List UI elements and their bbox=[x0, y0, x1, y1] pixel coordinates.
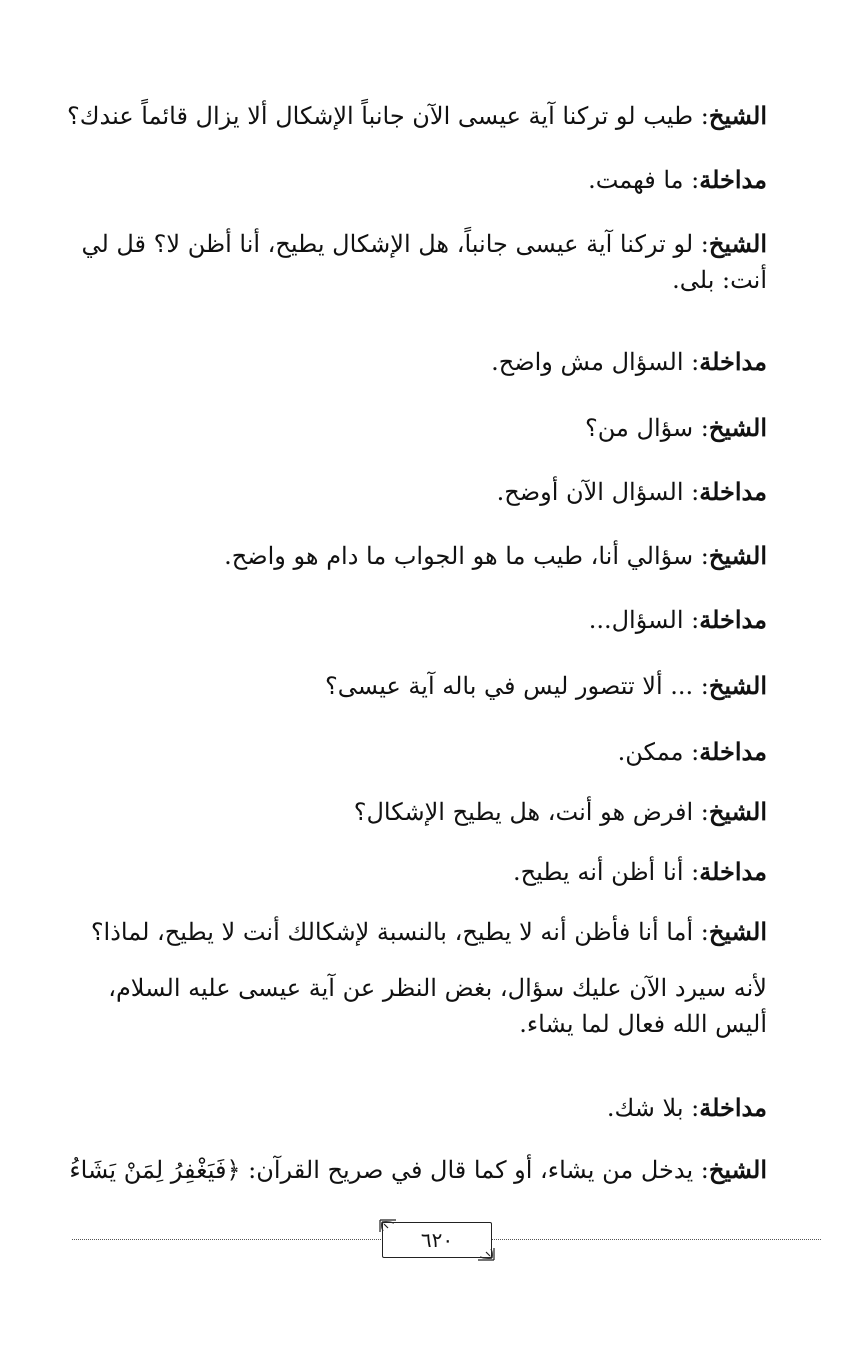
page-number: ٦٢٠ bbox=[420, 1228, 454, 1252]
paragraph: مداخلة: السؤال الآن أوضح. bbox=[496, 477, 767, 506]
speaker-label: الشيخ bbox=[708, 541, 767, 570]
speaker-label: مداخلة bbox=[699, 1093, 767, 1122]
paragraph: الشيخ: افرض هو أنت، هل يطيح الإشكال؟ bbox=[353, 797, 767, 826]
corner-ornament-icon bbox=[477, 1247, 495, 1261]
paragraph-text: افرض هو أنت، هل يطيح الإشكال؟ bbox=[353, 798, 694, 826]
paragraph-text: ممكن. bbox=[617, 738, 684, 766]
speaker-label: مداخلة bbox=[699, 605, 767, 634]
paragraph: مداخلة: ما فهمت. bbox=[588, 165, 767, 194]
paragraph-text: السؤال... bbox=[588, 606, 684, 634]
speaker-label: مداخلة bbox=[699, 165, 767, 194]
speaker-label: الشيخ bbox=[708, 101, 767, 130]
speaker-label: الشيخ bbox=[708, 1155, 767, 1184]
paragraph: الشيخ: سؤال من؟ bbox=[585, 413, 767, 442]
speaker-label: الشيخ bbox=[708, 917, 767, 946]
speaker-label: الشيخ bbox=[708, 671, 767, 700]
paragraph-text: لو تركنا آية عيسى جانباً، هل الإشكال يطيح، أنا أظن لا؟ قل لي أنت: بلى. bbox=[81, 230, 767, 294]
paragraph: الشيخ: لو تركنا آية عيسى جانباً، هل الإشكال يطيح، أنا أظن لا؟ قل لي أنت: بلى. bbox=[81, 229, 767, 294]
speaker-label: مداخلة bbox=[699, 477, 767, 506]
paragraph bbox=[62, 970, 767, 1042]
paragraph: مداخلة: السؤال... bbox=[588, 605, 767, 634]
paragraph-text: أنا أظن أنه يطيح. bbox=[512, 858, 684, 886]
paragraph: الشيخ: طيب لو تركنا آية عيسى الآن جانباً الإشكال ألا يزال قائماً عندك؟ bbox=[66, 101, 767, 130]
paragraph: الشيخ: سؤالي أنا، طيب ما هو الجواب ما دام هو واضح. bbox=[224, 541, 767, 570]
speaker-label: مداخلة bbox=[699, 347, 767, 376]
paragraph-text: يدخل من يشاء، أو كما قال في صريح القرآن: ﴿فَيَغْفِرُ لِمَنْ يَشَاءُ bbox=[69, 1156, 694, 1184]
page-footer bbox=[72, 1222, 821, 1262]
paragraph-text: سؤالي أنا، طيب ما هو الجواب ما دام هو واضح. bbox=[224, 542, 694, 570]
speaker-label: مداخلة bbox=[699, 857, 767, 886]
paragraph: مداخلة: ممكن. bbox=[617, 737, 767, 766]
page-number-box bbox=[382, 1222, 492, 1258]
paragraph-text: طيب لو تركنا آية عيسى الآن جانباً الإشكال ألا يزال قائماً عندك؟ bbox=[66, 102, 694, 130]
paragraph: مداخلة: أنا أظن أنه يطيح. bbox=[512, 857, 767, 886]
paragraph: مداخلة: بلا شك. bbox=[606, 1093, 767, 1122]
paragraph: مداخلة: السؤال مش واضح. bbox=[491, 347, 767, 376]
paragraph: الشيخ: أما أنا فأظن أنه لا يطيح، بالنسبة لإشكالك أنت لا يطيح، لماذا؟ bbox=[90, 917, 767, 946]
speaker-label: الشيخ bbox=[708, 229, 767, 258]
speaker-label: الشيخ bbox=[708, 797, 767, 826]
paragraph-text: بلا شك. bbox=[606, 1094, 684, 1122]
paragraph-text: السؤال مش واضح. bbox=[491, 348, 684, 376]
speaker-label: مداخلة bbox=[699, 737, 767, 766]
paragraph-text: أما أنا فأظن أنه لا يطيح، بالنسبة لإشكالك أنت لا يطيح، لماذا؟ bbox=[90, 918, 694, 946]
paragraph: الشيخ: يدخل من يشاء، أو كما قال في صريح القرآن: ﴿فَيَغْفِرُ لِمَنْ يَشَاءُ bbox=[69, 1155, 767, 1184]
paragraph-text: السؤال الآن أوضح. bbox=[496, 478, 684, 506]
corner-ornament-icon bbox=[379, 1219, 397, 1233]
paragraph-text: ما فهمت. bbox=[588, 166, 684, 194]
paragraph: الشيخ: ... ألا تتصور ليس في باله آية عيسى؟ bbox=[325, 671, 767, 700]
paragraph-text: سؤال من؟ bbox=[585, 414, 694, 442]
paragraph-text: ... ألا تتصور ليس في باله آية عيسى؟ bbox=[325, 672, 694, 700]
speaker-label: الشيخ bbox=[708, 413, 767, 442]
paragraph-text: لأنه سيرد الآن عليك سؤال، بغض النظر عن آية عيسى عليه السلام، أليس الله فعال لما يشاء. bbox=[108, 974, 767, 1038]
